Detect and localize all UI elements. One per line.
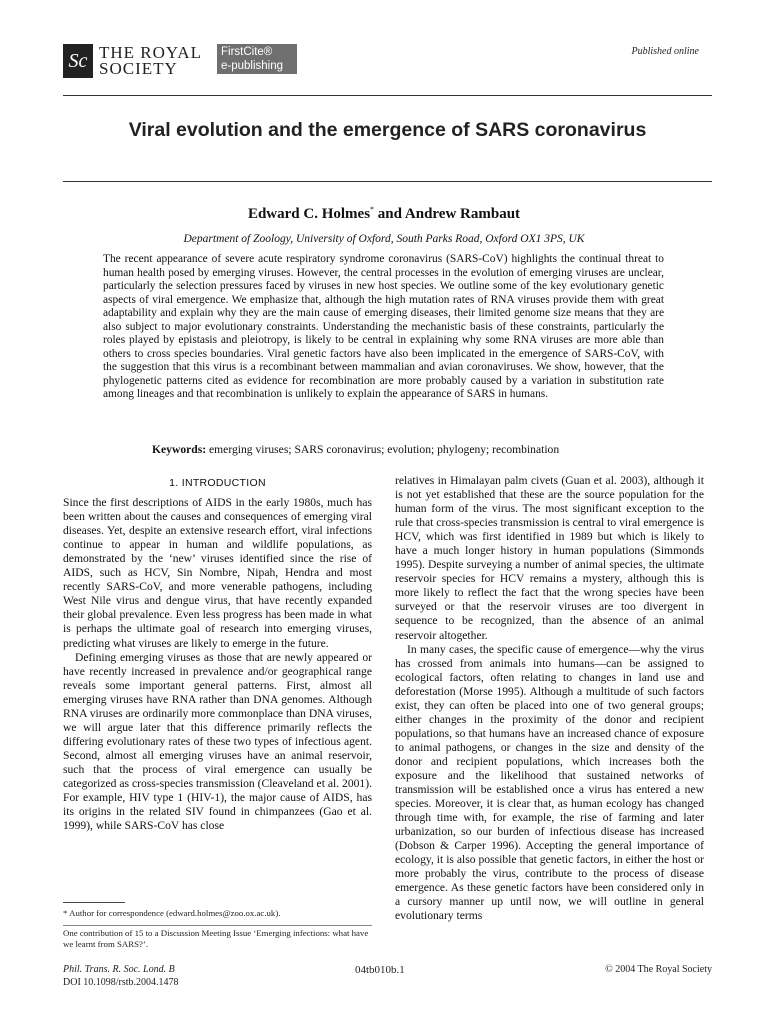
abstract: The recent appearance of severe acute respiratory syndrome coronavirus (SARS-CoV) highlights the continual threat to human health posed by emerging viruses. However, the central processes in the evolution of emerging viruses are unclear, particularly the selection pressures faced by viruses in new host species. We outline some of the key evolutionary genetic aspects of viral emergence. We emphasize that, although the high mutation rates of RNA viruses provide them with great adaptability and explain why they are the main cause of emerging diseases, their limited genome size means that they are also subject to major evolutionary constraints. Understanding the mechanistic basis of these constraints, particularly the roles played by epistasis and pleiotropy, is likely to be central in explaining why some RNA viruses are more able than others to cross species boundaries. Viral genetic factors have also been implicated in the emergence of SARS-CoV, with the suggestion that this virus is a recombinant between mammalian and avian coronaviruses. We show, however, that the phylogenetic patterns cited as evidence for recombination are more probably caused by a variation in substitution rate among lineages and that recombination is unlikely to explain the appearance of SARS in humans. <box>103 253 664 400</box>
firstcite-badge <box>217 44 297 74</box>
title-divider <box>63 181 712 182</box>
royal-society-emblem-icon: Sc <box>63 44 93 78</box>
author-list <box>0 205 768 223</box>
body-paragraph: Since the first descriptions of AIDS in the early 1980s, much has been written about the causes and consequences of emerging viral diseases. Yet, despite an extensive research effort, viral infections continue to appear in human and wildlife populations, as demonstrated by the ‘new’ viruses identified since the rise of AIDS, such as HCV, Sin Nombre, Nipah, Hendra and most recently SARS-CoV, and more venerable pathogens, including West Nile virus and dengue virus, that have recently expanded their global prevalence. Even less progress has been made in what is perhaps the ultimate goal of research into emerging viruses, predicting what viruses are likely to emerge in the future. <box>63 496 372 650</box>
logo-line-1: THE ROYAL <box>99 43 202 62</box>
firstcite-line-2: e-publishing <box>221 60 284 72</box>
logo-line-2: SOCIETY <box>99 59 178 78</box>
body-paragraph: Defining emerging viruses as those that are newly appeared or have recently increased in prevalence and/or geographical range reveals some important general patterns. First, almost all emerging viruses have RNA rather than DNA genomes. Although RNA viruses are ordinarily more commonplace than DNA viruses, we will argue later that this difference primarily reflects the differing evolutionary rates of these two types of infectious agent. Second, almost all emerging viruses have an animal reservoir, such that the process of viral emergence can usually be categorized as cross-species transmission (Cleaveland et al. 2001). For example, HIV type 1 (HIV-1), the major cause of AIDS, has its origins in the related SIV found in chimpanzees (Gao et al. 1999), while SARS-CoV has close <box>63 650 372 833</box>
article-title: Viral evolution and the emergence of SARS coronavirus <box>128 119 647 141</box>
affiliation: Department of Zoology, University of Oxford, South Parks Road, Oxford OX1 3PS, UK <box>183 233 585 245</box>
royal-society-logo <box>63 44 202 78</box>
correspondence-footnote: * Author for correspondence (edward.holmes@zoo.ox.ac.uk). <box>63 908 281 918</box>
contribution-footnote: One contribution of 15 to a Discussion Meeting Issue ‘Emerging infections: what have we learnt from SARS?’. <box>63 928 369 949</box>
author-joiner: and <box>374 206 405 222</box>
copyright: © 2004 The Royal Society <box>605 964 712 975</box>
body-paragraph: In many cases, the specific cause of emergence—why the virus has crossed from animals into humans—can be assigned to ecological factors, often relating to changes in land use and deforestation (Morse 1995). Although a multitude of such factors exist, they can often be placed into one of two general groups; either changes in the proximity of the donor and recipient populations, so that humans have an increased chance of exposure to animal pathogens, or changes in the size and density of the donor and recipient populations, which increases both the exposure and the likelihood that sustained networks of transmission will be established once a virus has entered a new species. Moreover, it is clear that, as human ecology has changed through time with, for example, the rise of farming and later urbanization, so our burden of infectious disease has increased (Dobson & Carper 1996). Accepting the general importance of ecology, it is also possible that genetic factors, in either the host or more probably the virus, contribute to the process of disease emergence. As these genetic factors have been considered only in a cursory manner up until now, we will outline in general evolutionary terms <box>395 642 704 923</box>
section-heading: 1. INTRODUCTION <box>169 477 266 489</box>
royal-society-wordmark <box>99 45 202 77</box>
left-column <box>63 476 372 833</box>
right-column <box>395 474 704 924</box>
footnote-separator <box>63 925 372 926</box>
author-1: Edward C. Holmes <box>247 206 371 222</box>
journal-name: Phil. Trans. R. Soc. Lond. B <box>63 964 175 975</box>
published-online-label: Published online <box>631 46 699 57</box>
keywords-list: emerging viruses; SARS coronavirus; evolution; phylogeny; recombination <box>209 443 560 456</box>
footnote-divider <box>63 902 125 903</box>
keywords <box>152 443 559 456</box>
correspondence-mark: * <box>370 205 375 214</box>
page-id: 04tb010b.1 <box>355 964 405 976</box>
keywords-label: Keywords: <box>152 443 207 456</box>
header-divider <box>63 95 712 96</box>
author-2: Andrew Rambaut <box>404 206 521 222</box>
firstcite-line-1: FirstCite® <box>221 46 273 58</box>
journal-citation <box>63 964 179 989</box>
body-paragraph: relatives in Himalayan palm civets (Guan et al. 2003), although it is not yet established that these are the source population for the human form of the virus. The most significant exception to the rule that cross-species transmission is central to viral emergence is HCV, which was first identified in 1989 but which is likely to have a much longer history in human populations (Simmonds 1995). Despite surveying a number of animal species, the ultimate reservoir species for HCV remains a mystery, although this is more likely to reflect the fact that the wrong species have been surveyed or that the reservoir viruses are too divergent in sequence to be recognized, than the absence of an animal reservoir altogether. <box>395 474 704 642</box>
doi: DOI 10.1098/rstb.2004.1478 <box>63 976 179 988</box>
